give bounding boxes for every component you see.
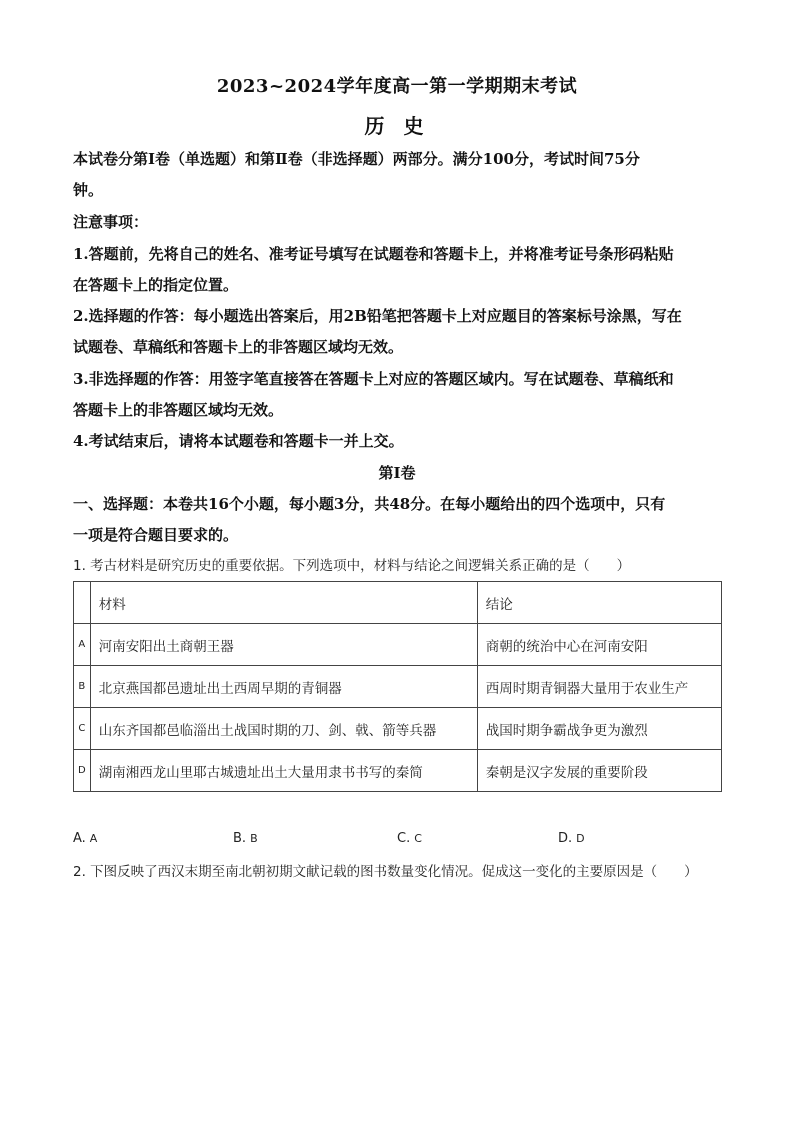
table-cell-material: 山东齐国都邑临淄出土战国时期的刀、剑、戟、箭等兵器 xyxy=(90,708,477,750)
option-key: D. xyxy=(558,831,573,846)
subject-title: 历 史 xyxy=(364,114,430,138)
notice-4: 4.考试结束后，请将本试题卷和答题卡一并上交。 xyxy=(73,432,404,450)
table-row xyxy=(74,666,722,708)
table-cell-label: C xyxy=(74,708,91,750)
exam-title: 2023~2024学年度高一第一学期期末考试 xyxy=(216,76,578,97)
option-d[interactable] xyxy=(558,831,585,846)
table-cell-material: 湖南湘西龙山里耶古城遗址出土大量用隶书书写的秦简 xyxy=(90,750,477,792)
option-value: A xyxy=(89,832,98,845)
table-cell-conclusion: 战国时期争霸战争更为激烈 xyxy=(477,708,721,750)
table-header-cell xyxy=(74,582,91,624)
option-value: D xyxy=(576,832,585,845)
question-1-table xyxy=(73,581,722,792)
notice-1a: 1.答题前，先将自己的姓名、准考证号填写在试题卷和答题卡上，并将准考证号条形码粘贴 xyxy=(73,245,674,263)
table-cell-material: 河南安阳出土商朝王器 xyxy=(90,624,477,666)
table-row xyxy=(74,624,722,666)
table-cell-label: D xyxy=(74,750,91,792)
table-row xyxy=(74,750,722,792)
option-key: B. xyxy=(233,831,247,846)
notice-2a: 2.选择题的作答：每小题选出答案后，用2B铅笔把答题卡上对应题目的答案标号涂黑，写在 xyxy=(73,307,682,325)
notice-3a: 3.非选择题的作答：用签字笔直接答在答题卡上对应的答题区域内。写在试题卷、草稿纸和 xyxy=(73,370,674,388)
table-header-cell: 结论 xyxy=(477,582,721,624)
question-1-options xyxy=(73,831,725,851)
option-b[interactable] xyxy=(233,831,258,846)
part-1-instruction-1: 一、选择题：本卷共16个小题，每小题3分，共48分。在每小题给出的四个选项中，只有 xyxy=(73,495,666,513)
table-header-row xyxy=(74,582,722,624)
notice-3b: 答题卡上的非答题区域均无效。 xyxy=(73,401,284,419)
table-header-cell: 材料 xyxy=(90,582,477,624)
option-value: B xyxy=(250,832,258,845)
table-cell-material: 北京燕国都邑遗址出土西周早期的青铜器 xyxy=(90,666,477,708)
option-key: C. xyxy=(397,831,411,846)
option-a[interactable] xyxy=(73,831,97,846)
part-1-heading: 第Ⅰ卷 xyxy=(378,464,416,482)
option-key: A. xyxy=(73,831,86,846)
question-1-stem: 1. 考古材料是研究历史的重要依据。下列选项中，材料与结论之间逻辑关系正确的是（ ） xyxy=(73,558,631,574)
table-cell-label: B xyxy=(74,666,91,708)
notice-1b: 在答题卡上的指定位置。 xyxy=(73,276,239,294)
option-value: C xyxy=(414,832,422,845)
table-cell-label: A xyxy=(74,624,91,666)
table-cell-conclusion: 秦朝是汉字发展的重要阶段 xyxy=(477,750,721,792)
notice-2b: 试题卷、草稿纸和答题卡上的非答题区域均无效。 xyxy=(73,338,404,356)
table-row xyxy=(74,708,722,750)
table-cell-conclusion: 商朝的统治中心在河南安阳 xyxy=(477,624,721,666)
notice-title: 注意事项： xyxy=(73,213,149,231)
option-c[interactable] xyxy=(397,831,422,846)
question-2-stem: 2. 下图反映了西汉末期至南北朝初期文献记载的图书数量变化情况。促成这一变化的主要原因是（ ） xyxy=(73,864,698,880)
intro-line-1: 本试卷分第Ⅰ卷（单选题）和第Ⅱ卷（非选择题）两部分。满分100分，考试时间75分 xyxy=(73,150,640,168)
part-1-instruction-2: 一项是符合题目要求的。 xyxy=(73,526,239,544)
table-cell-conclusion: 西周时期青铜器大量用于农业生产 xyxy=(477,666,721,708)
intro-line-2: 钟。 xyxy=(73,181,104,199)
